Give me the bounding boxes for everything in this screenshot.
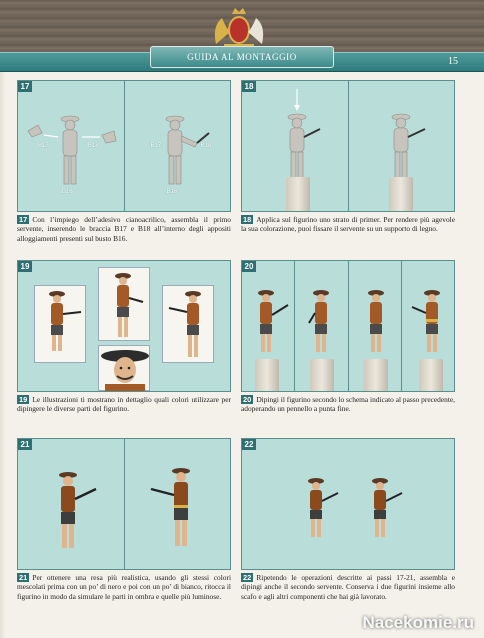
caption-text: Applica sul figurino uno strato di primer. Per rendere più agevole la sua colorazione, puoi fissare il servente su un supporto di legno.: [241, 215, 455, 234]
color-guide-left: [34, 285, 86, 363]
step-21-image: [17, 438, 231, 570]
step-caption: [17, 395, 231, 414]
step-number: 22: [242, 439, 256, 450]
step-number: 18: [242, 81, 256, 92]
shaded-figurine-illustration: [18, 439, 124, 569]
wooden-support: [310, 359, 334, 391]
step-19: [17, 260, 231, 414]
caption-number: 18: [243, 215, 252, 224]
part-label: B17: [150, 143, 162, 149]
step-22: [241, 438, 455, 601]
wooden-support: [364, 359, 388, 391]
caption-number: 21: [19, 573, 28, 582]
assembled-figurine-illustration: [125, 81, 231, 211]
part-label: B16: [62, 189, 73, 195]
left-margin: [0, 72, 6, 638]
step-caption: [241, 395, 455, 414]
step-19-color-guide: [18, 261, 230, 391]
step-number: 21: [18, 439, 32, 450]
part-label: B18: [88, 143, 99, 149]
step-18: [241, 80, 455, 234]
step-caption: [17, 215, 231, 243]
step-caption: [241, 573, 455, 601]
step-caption: [241, 215, 455, 234]
step-17: [17, 80, 231, 243]
two-figurines-illustration: [242, 439, 454, 569]
step-number: 17: [18, 81, 32, 92]
wooden-support: [389, 177, 413, 211]
page-number: 15: [448, 56, 458, 67]
painted-figurine-illustration: [35, 286, 87, 364]
step-18-support-view: [349, 81, 455, 211]
caption-text: Con l’impiego dell’adesivo cianoacrilico, assembla il primo servente, inserendo le braccia B17 e B18 all’interno degli appositi alloggiamenti presenti sul busto B16.: [17, 215, 231, 243]
part-label: B17: [38, 143, 49, 149]
step-22-image: [241, 438, 455, 570]
section-title: GUIDA AL MONTAGGIO: [150, 46, 334, 68]
caption-text: Le illustrazioni ti mostrano in dettaglio quali colori utilizzare per dipingere le diverse parti del figurino.: [17, 395, 231, 414]
step-number: 19: [18, 261, 32, 272]
caption-number: 19: [19, 395, 28, 404]
royal-crest-icon: [204, 4, 274, 50]
caption-number: 22: [243, 573, 252, 582]
caption-text: Dipingi il figurino secondo lo schema indicato al passo precedente, adoperando un pennello a punta fine.: [241, 395, 456, 414]
step-20-image: [241, 260, 455, 392]
step-19-image: [17, 260, 231, 392]
step-20-view-back: [402, 261, 454, 391]
step-17-image: [17, 80, 231, 212]
step-20: [241, 260, 455, 414]
face-detail: [98, 345, 150, 391]
caption-text: Per ottenere una resa più realistica, usando gli stessi colori mescolati prima con un po’ di nero e poi con un po’ di bianco, ritocca il figurino in modo da simulare le parti in ombra e quelle più luminose.: [17, 573, 231, 601]
step-20-view-right: [349, 261, 402, 391]
caption-number: 17: [19, 215, 28, 224]
face-closeup-illustration: [99, 346, 151, 391]
caption-text: Ripetendo le operazioni descritte ai passi 17-21, assembla e dipingi anche il secondo servente. Conserva i due figurini insieme allo scafo e agli altri componenti che hai già lavorato.: [241, 573, 455, 601]
wooden-support: [419, 359, 443, 391]
step-18-image: [241, 80, 455, 212]
part-label: B16: [166, 189, 178, 195]
part-label: B18: [200, 143, 212, 149]
wooden-support: [286, 177, 310, 211]
step-22-two-figurines: [242, 439, 454, 569]
painted-figurine-illustration: [99, 268, 151, 342]
color-guide-right: [162, 285, 214, 363]
step-18-primer-view: [242, 81, 349, 211]
color-guide-center: [98, 267, 150, 341]
step-20-view-left: [295, 261, 348, 391]
shaded-figurine-back-illustration: [125, 439, 231, 569]
wooden-support: [255, 359, 279, 391]
painted-figurine-back-illustration: [163, 286, 215, 364]
step-17-assembled-view: [125, 81, 231, 211]
step-20-view-front: [242, 261, 295, 391]
step-number: 20: [242, 261, 256, 272]
step-caption: [17, 573, 231, 601]
step-21-view-front: [18, 439, 125, 569]
step-21: [17, 438, 231, 601]
caption-number: 20: [243, 395, 252, 404]
step-21-view-back: [125, 439, 231, 569]
watermark: Nacekomie.ru: [362, 613, 474, 632]
step-17-parts-view: [18, 81, 125, 211]
